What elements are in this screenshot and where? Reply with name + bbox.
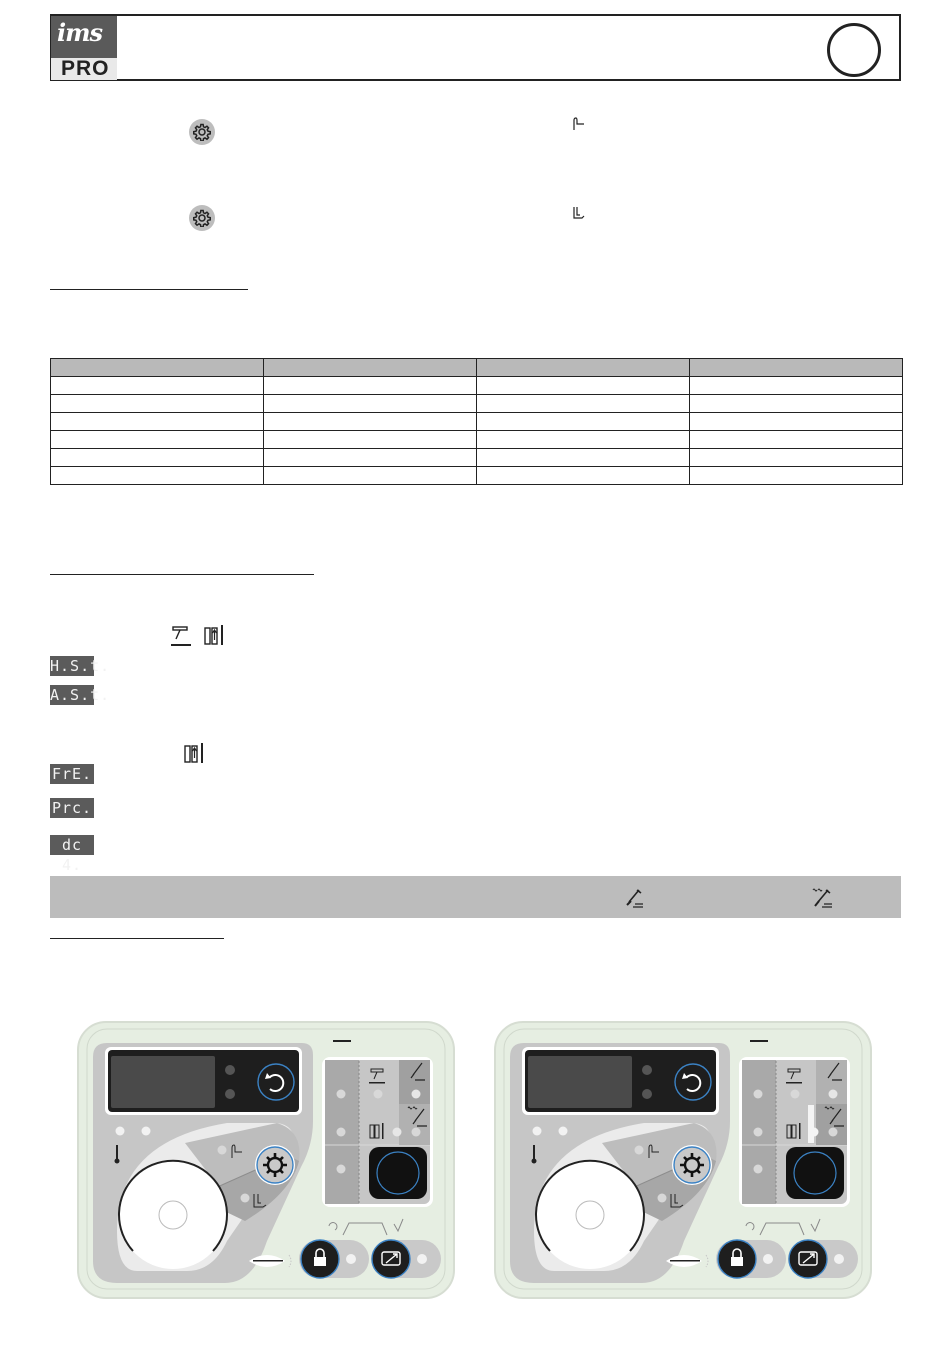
lcd-code-frequency: FrE. <box>51 765 93 783</box>
gear-icon <box>189 119 215 145</box>
header-frame <box>50 14 901 81</box>
hot-start-curve-icon <box>572 117 586 131</box>
table-row <box>51 395 903 413</box>
mma-mode-icon <box>170 625 192 647</box>
lcd-code-hot-start: H.S.t. <box>50 657 111 675</box>
arc-force-curve-icon <box>572 206 586 220</box>
section-heading-underline <box>50 289 248 290</box>
section-heading-underline <box>50 574 314 575</box>
lcd-code-arc-start: A.S.t. <box>50 686 111 704</box>
settings-columns-icon <box>183 742 209 764</box>
lcd-code-duty: dc 4. <box>50 835 94 855</box>
mma-electrode-icon <box>623 888 645 910</box>
settings-columns-icon <box>203 624 229 646</box>
brand-ims-text: ims <box>57 18 103 47</box>
table-row <box>51 431 903 449</box>
note-bar <box>50 876 901 918</box>
tig-torch-icon <box>810 886 834 910</box>
brand-pro-text: PRO <box>61 57 110 80</box>
control-panel-right <box>494 1021 874 1301</box>
table-row <box>51 413 903 431</box>
table-header-row <box>51 359 903 377</box>
table-row <box>51 449 903 467</box>
settings-table <box>50 358 903 485</box>
gear-icon <box>189 205 215 231</box>
section-heading-underline <box>50 938 224 939</box>
control-panel-left <box>77 1021 457 1301</box>
brand-logo <box>51 16 117 80</box>
lcd-code-process: Prc. <box>51 799 93 817</box>
table-row <box>51 467 903 485</box>
language-badge-circle <box>827 23 881 77</box>
table-row <box>51 377 903 395</box>
